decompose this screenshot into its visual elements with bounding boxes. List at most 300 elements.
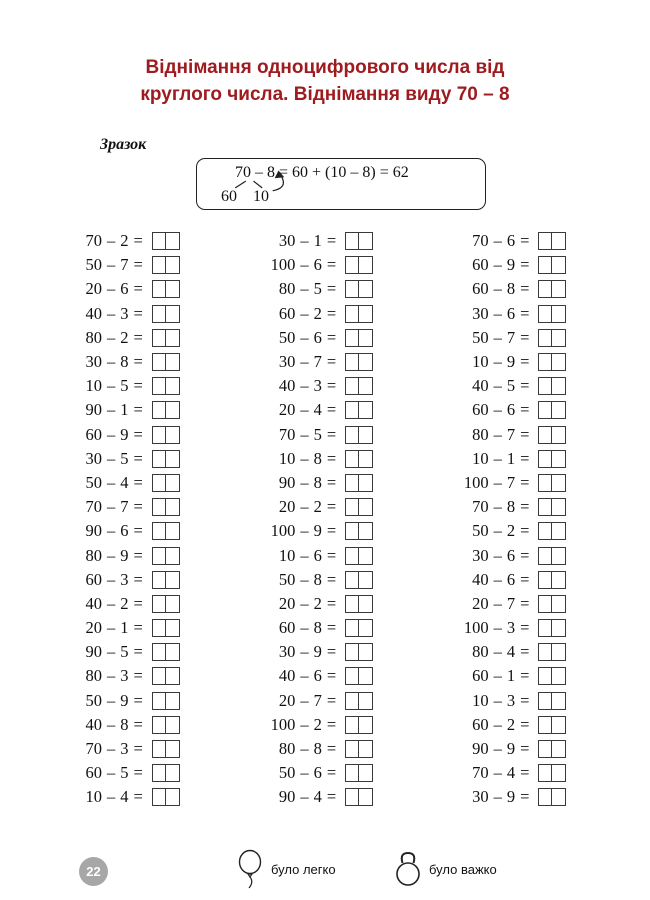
equals-sign: =	[520, 279, 530, 299]
answer-cell-ones[interactable]	[552, 716, 566, 734]
equals-sign: =	[133, 618, 143, 638]
answer-cell-tens[interactable]	[345, 377, 359, 395]
answer-cell-tens[interactable]	[345, 740, 359, 758]
answer-cell-tens[interactable]	[538, 547, 552, 565]
answer-cell-tens[interactable]	[538, 377, 552, 395]
answer-cell-ones[interactable]	[552, 740, 566, 758]
answer-cell-ones[interactable]	[359, 619, 373, 637]
answer-cell-tens[interactable]	[538, 595, 552, 613]
answer-cell-tens[interactable]	[152, 401, 166, 419]
subtrahend: 6	[313, 327, 322, 347]
answer-cell-tens[interactable]	[152, 740, 166, 758]
equals-sign: =	[133, 569, 143, 589]
equals-sign: =	[326, 231, 337, 251]
answer-box[interactable]	[538, 305, 566, 323]
answer-box[interactable]	[538, 280, 566, 298]
answer-cell-ones[interactable]	[552, 280, 566, 298]
minuend: 50	[278, 763, 296, 783]
minus-sign: –	[493, 618, 502, 638]
answer-cell-tens[interactable]	[538, 305, 552, 323]
answer-box[interactable]	[345, 643, 373, 661]
answer-box[interactable]	[152, 716, 180, 734]
answer-cell-ones[interactable]	[166, 474, 180, 492]
answer-box[interactable]	[152, 788, 180, 806]
answer-cell-tens[interactable]	[152, 353, 166, 371]
answer-cell-ones[interactable]	[552, 547, 566, 565]
answer-box[interactable]	[538, 474, 566, 492]
minuend: 70	[85, 231, 102, 251]
answer-cell-tens[interactable]	[538, 667, 552, 685]
answer-cell-tens[interactable]	[538, 329, 552, 347]
answer-cell-tens[interactable]	[345, 547, 359, 565]
subtrahend: 7	[506, 327, 516, 347]
answer-cell-ones[interactable]	[359, 740, 373, 758]
problem-row	[457, 229, 650, 253]
equals-sign: =	[326, 618, 337, 638]
problem-row	[70, 592, 263, 616]
answer-cell-tens[interactable]	[538, 788, 552, 806]
answer-cell-tens[interactable]	[152, 329, 166, 347]
answer-cell-ones[interactable]	[359, 426, 373, 444]
problem-row	[457, 253, 650, 277]
answer-cell-ones[interactable]	[359, 764, 373, 782]
title-line-1: Віднімання одноцифрового числа від	[145, 57, 505, 78]
kettlebell-icon[interactable]	[393, 849, 423, 889]
answer-cell-ones[interactable]	[166, 377, 180, 395]
answer-box[interactable]	[152, 353, 180, 371]
answer-box[interactable]	[345, 692, 373, 710]
answer-box[interactable]	[538, 256, 566, 274]
answer-cell-tens[interactable]	[538, 426, 552, 444]
minuend: 50	[278, 327, 296, 347]
answer-box[interactable]	[152, 547, 180, 565]
answer-cell-ones[interactable]	[552, 377, 566, 395]
answer-cell-ones[interactable]	[552, 426, 566, 444]
answer-box[interactable]	[345, 667, 373, 685]
answer-cell-tens[interactable]	[345, 571, 359, 589]
answer-cell-ones[interactable]	[552, 643, 566, 661]
answer-cell-tens[interactable]	[538, 522, 552, 540]
answer-cell-ones[interactable]	[552, 764, 566, 782]
answer-box[interactable]	[538, 571, 566, 589]
answer-box[interactable]	[152, 619, 180, 637]
answer-box[interactable]	[152, 740, 180, 758]
answer-cell-ones[interactable]	[552, 667, 566, 685]
equals-sign: =	[133, 690, 143, 710]
answer-cell-tens[interactable]	[345, 426, 359, 444]
answer-cell-ones[interactable]	[552, 305, 566, 323]
answer-cell-tens[interactable]	[152, 256, 166, 274]
problem-row	[70, 713, 263, 737]
answer-box[interactable]	[538, 426, 566, 444]
answer-box[interactable]	[152, 329, 180, 347]
answer-cell-tens[interactable]	[538, 764, 552, 782]
subtrahend: 6	[313, 545, 322, 565]
subtrahend: 5	[313, 279, 322, 299]
subtrahend: 6	[120, 521, 129, 541]
answer-cell-ones[interactable]	[552, 571, 566, 589]
problem-row	[263, 350, 456, 374]
answer-box[interactable]	[538, 232, 566, 250]
answer-cell-ones[interactable]	[552, 788, 566, 806]
minus-sign: –	[493, 739, 502, 759]
answer-box[interactable]	[538, 595, 566, 613]
answer-box[interactable]	[345, 474, 373, 492]
answer-box[interactable]	[538, 716, 566, 734]
answer-cell-ones[interactable]	[552, 692, 566, 710]
minus-sign: –	[300, 472, 309, 492]
answer-cell-ones[interactable]	[166, 547, 180, 565]
answer-cell-ones[interactable]	[552, 450, 566, 468]
answer-box[interactable]	[345, 329, 373, 347]
problem-row	[457, 495, 650, 519]
answer-cell-tens[interactable]	[345, 353, 359, 371]
answer-box[interactable]	[345, 595, 373, 613]
answer-cell-tens[interactable]	[538, 450, 552, 468]
answer-cell-tens[interactable]	[152, 788, 166, 806]
minus-sign: –	[300, 352, 309, 372]
answer-box[interactable]	[345, 498, 373, 516]
subtrahend: 7	[313, 690, 322, 710]
minuend: 90	[278, 787, 296, 807]
answer-cell-tens[interactable]	[538, 716, 552, 734]
answer-cell-ones[interactable]	[359, 280, 373, 298]
answer-box[interactable]	[152, 692, 180, 710]
answer-cell-ones[interactable]	[552, 498, 566, 516]
answer-cell-tens[interactable]	[152, 522, 166, 540]
answer-cell-ones[interactable]	[359, 716, 373, 734]
answer-box[interactable]	[152, 450, 180, 468]
answer-box[interactable]	[538, 740, 566, 758]
answer-box[interactable]	[152, 280, 180, 298]
answer-cell-tens[interactable]	[152, 643, 166, 661]
equals-sign: =	[326, 714, 337, 734]
answer-cell-ones[interactable]	[166, 619, 180, 637]
answer-box[interactable]	[152, 643, 180, 661]
answer-cell-tens[interactable]	[152, 595, 166, 613]
answer-cell-ones[interactable]	[359, 450, 373, 468]
answer-cell-tens[interactable]	[152, 667, 166, 685]
answer-cell-ones[interactable]	[359, 692, 373, 710]
minuend: 60	[472, 255, 489, 275]
answer-cell-tens[interactable]	[538, 643, 552, 661]
answer-box[interactable]	[345, 256, 373, 274]
answer-cell-tens[interactable]	[538, 692, 552, 710]
answer-box[interactable]	[152, 595, 180, 613]
answer-box[interactable]	[345, 788, 373, 806]
answer-box[interactable]	[538, 667, 566, 685]
answer-box[interactable]	[345, 740, 373, 758]
answer-cell-ones[interactable]	[359, 474, 373, 492]
answer-box[interactable]	[538, 547, 566, 565]
answer-cell-tens[interactable]	[152, 619, 166, 637]
subtrahend: 3	[506, 690, 516, 710]
answer-cell-ones[interactable]	[552, 619, 566, 637]
answer-cell-tens[interactable]	[345, 280, 359, 298]
problem-column	[70, 229, 263, 810]
answer-box[interactable]	[345, 619, 373, 637]
problem-row	[70, 495, 263, 519]
subtrahend: 9	[120, 690, 129, 710]
balloon-icon[interactable]	[235, 849, 265, 889]
subtrahend: 8	[506, 497, 516, 517]
answer-cell-ones[interactable]	[552, 329, 566, 347]
answer-box[interactable]	[152, 232, 180, 250]
equals-sign: =	[520, 642, 530, 662]
answer-box[interactable]	[152, 305, 180, 323]
answer-cell-ones[interactable]	[552, 353, 566, 371]
answer-cell-tens[interactable]	[345, 522, 359, 540]
answer-cell-tens[interactable]	[538, 232, 552, 250]
answer-cell-tens[interactable]	[538, 619, 552, 637]
answer-box[interactable]	[152, 377, 180, 395]
answer-box[interactable]	[345, 547, 373, 565]
subtrahend: 5	[506, 376, 516, 396]
answer-box[interactable]	[152, 667, 180, 685]
answer-cell-ones[interactable]	[359, 232, 373, 250]
answer-cell-ones[interactable]	[166, 450, 180, 468]
answer-cell-tens[interactable]	[345, 692, 359, 710]
answer-cell-ones[interactable]	[166, 764, 180, 782]
answer-cell-ones[interactable]	[166, 401, 180, 419]
answer-cell-ones[interactable]	[359, 305, 373, 323]
answer-cell-ones[interactable]	[166, 667, 180, 685]
answer-cell-tens[interactable]	[345, 643, 359, 661]
minus-sign: –	[493, 352, 502, 372]
answer-cell-tens[interactable]	[538, 401, 552, 419]
answer-cell-tens[interactable]	[345, 450, 359, 468]
answer-cell-tens[interactable]	[345, 764, 359, 782]
answer-cell-tens[interactable]	[538, 498, 552, 516]
answer-cell-tens[interactable]	[345, 498, 359, 516]
problem-row	[263, 398, 456, 422]
answer-cell-tens[interactable]	[345, 788, 359, 806]
answer-cell-tens[interactable]	[538, 353, 552, 371]
answer-box[interactable]	[152, 426, 180, 444]
answer-box[interactable]	[538, 764, 566, 782]
problem-row	[70, 737, 263, 761]
answer-box[interactable]	[538, 788, 566, 806]
answer-box[interactable]	[152, 401, 180, 419]
answer-cell-ones[interactable]	[359, 595, 373, 613]
answer-box[interactable]	[152, 474, 180, 492]
answer-cell-ones[interactable]	[552, 595, 566, 613]
equals-sign: =	[133, 521, 143, 541]
problem-row	[263, 447, 456, 471]
answer-cell-ones[interactable]	[166, 788, 180, 806]
answer-cell-tens[interactable]	[152, 498, 166, 516]
answer-cell-tens[interactable]	[345, 232, 359, 250]
answer-cell-tens[interactable]	[152, 426, 166, 444]
answer-cell-ones[interactable]	[552, 256, 566, 274]
subtrahend: 2	[313, 593, 322, 613]
problem-row	[457, 689, 650, 713]
answer-cell-tens[interactable]	[345, 329, 359, 347]
answer-box[interactable]	[345, 305, 373, 323]
problem-row	[263, 761, 456, 785]
answer-cell-ones[interactable]	[166, 522, 180, 540]
minuend: 90	[85, 642, 102, 662]
answer-box[interactable]	[538, 522, 566, 540]
answer-cell-tens[interactable]	[538, 474, 552, 492]
answer-cell-tens[interactable]	[152, 764, 166, 782]
answer-box[interactable]	[538, 329, 566, 347]
subtrahend: 2	[313, 303, 322, 323]
subtrahend: 9	[506, 255, 516, 275]
answer-cell-tens[interactable]	[152, 232, 166, 250]
equals-sign: =	[520, 666, 530, 686]
answer-box[interactable]	[538, 498, 566, 516]
problem-row	[457, 761, 650, 785]
answer-cell-tens[interactable]	[345, 401, 359, 419]
answer-box[interactable]	[152, 498, 180, 516]
answer-cell-ones[interactable]	[359, 256, 373, 274]
problem-row	[70, 423, 263, 447]
answer-cell-ones[interactable]	[166, 595, 180, 613]
equals-sign: =	[133, 497, 143, 517]
minus-sign: –	[300, 400, 309, 420]
answer-cell-ones[interactable]	[552, 401, 566, 419]
answer-cell-ones[interactable]	[166, 256, 180, 274]
answer-box[interactable]	[345, 377, 373, 395]
minus-sign: –	[300, 618, 309, 638]
answer-cell-tens[interactable]	[538, 571, 552, 589]
answer-box[interactable]	[538, 692, 566, 710]
answer-cell-ones[interactable]	[166, 280, 180, 298]
equals-sign: =	[133, 666, 143, 686]
subtrahend: 7	[120, 497, 129, 517]
minus-sign: –	[107, 352, 116, 372]
answer-cell-tens[interactable]	[538, 256, 552, 274]
answer-cell-tens[interactable]	[152, 305, 166, 323]
answer-box[interactable]	[345, 232, 373, 250]
minus-sign: –	[107, 545, 116, 565]
answer-box[interactable]	[345, 571, 373, 589]
answer-cell-ones[interactable]	[359, 401, 373, 419]
answer-cell-tens[interactable]	[345, 474, 359, 492]
problem-row	[70, 302, 263, 326]
answer-cell-ones[interactable]	[359, 547, 373, 565]
minus-sign: –	[300, 327, 309, 347]
answer-cell-tens[interactable]	[152, 571, 166, 589]
sample-solution: = 60 + (10 – 8) = 62	[279, 164, 409, 181]
problem-row	[70, 785, 263, 809]
answer-cell-tens[interactable]	[152, 280, 166, 298]
answer-cell-ones[interactable]	[166, 353, 180, 371]
problem-row	[457, 447, 650, 471]
answer-cell-tens[interactable]	[152, 547, 166, 565]
answer-cell-tens[interactable]	[345, 619, 359, 637]
minuend: 10	[278, 448, 296, 468]
answer-cell-tens[interactable]	[345, 595, 359, 613]
answer-cell-ones[interactable]	[359, 643, 373, 661]
minuend: 30	[278, 352, 296, 372]
answer-cell-ones[interactable]	[359, 571, 373, 589]
answer-cell-ones[interactable]	[166, 498, 180, 516]
answer-box[interactable]	[538, 619, 566, 637]
answer-box[interactable]	[345, 280, 373, 298]
problem-row	[457, 737, 650, 761]
answer-box[interactable]	[345, 401, 373, 419]
minuend: 70	[85, 739, 102, 759]
problem-row	[457, 302, 650, 326]
answer-box[interactable]	[345, 716, 373, 734]
answer-box[interactable]	[538, 353, 566, 371]
answer-cell-tens[interactable]	[152, 692, 166, 710]
answer-box[interactable]	[345, 450, 373, 468]
answer-cell-tens[interactable]	[538, 280, 552, 298]
equals-sign: =	[326, 739, 337, 759]
minus-sign: –	[300, 545, 309, 565]
equals-sign: =	[133, 593, 143, 613]
equals-sign: =	[520, 231, 530, 251]
answer-cell-ones[interactable]	[166, 571, 180, 589]
answer-cell-ones[interactable]	[359, 667, 373, 685]
answer-cell-tens[interactable]	[345, 305, 359, 323]
equals-sign: =	[133, 424, 143, 444]
answer-cell-ones[interactable]	[166, 305, 180, 323]
minus-sign: –	[107, 787, 116, 807]
minus-sign: –	[493, 376, 502, 396]
answer-cell-tens[interactable]	[152, 450, 166, 468]
answer-cell-ones[interactable]	[359, 329, 373, 347]
minuend: 50	[472, 521, 489, 541]
answer-box[interactable]	[538, 401, 566, 419]
answer-cell-tens[interactable]	[152, 716, 166, 734]
answer-box[interactable]	[152, 522, 180, 540]
answer-box[interactable]	[538, 377, 566, 395]
answer-box[interactable]	[345, 764, 373, 782]
equals-sign: =	[520, 739, 530, 759]
answer-cell-ones[interactable]	[166, 740, 180, 758]
answer-box[interactable]	[538, 643, 566, 661]
answer-cell-tens[interactable]	[345, 256, 359, 274]
answer-cell-tens[interactable]	[538, 740, 552, 758]
problem-row	[70, 568, 263, 592]
minuend: 10	[85, 376, 102, 396]
answer-cell-ones[interactable]	[359, 788, 373, 806]
minus-sign: –	[493, 569, 502, 589]
answer-cell-ones[interactable]	[166, 692, 180, 710]
answer-cell-ones[interactable]	[552, 232, 566, 250]
equals-sign: =	[133, 787, 143, 807]
answer-cell-tens[interactable]	[345, 716, 359, 734]
minuend: 60	[85, 763, 102, 783]
answer-box[interactable]	[345, 426, 373, 444]
answer-cell-ones[interactable]	[552, 474, 566, 492]
answer-box[interactable]	[152, 571, 180, 589]
answer-cell-tens[interactable]	[345, 667, 359, 685]
answer-cell-ones[interactable]	[359, 377, 373, 395]
answer-cell-tens[interactable]	[152, 377, 166, 395]
answer-box[interactable]	[345, 522, 373, 540]
answer-cell-ones[interactable]	[166, 329, 180, 347]
minus-sign: –	[493, 666, 502, 686]
answer-cell-ones[interactable]	[359, 498, 373, 516]
answer-cell-ones[interactable]	[552, 522, 566, 540]
answer-cell-ones[interactable]	[166, 716, 180, 734]
answer-cell-ones[interactable]	[166, 643, 180, 661]
answer-box[interactable]	[345, 353, 373, 371]
answer-cell-tens[interactable]	[152, 474, 166, 492]
answer-cell-ones[interactable]	[359, 353, 373, 371]
answer-cell-ones[interactable]	[359, 522, 373, 540]
answer-cell-ones[interactable]	[166, 426, 180, 444]
answer-box[interactable]	[538, 450, 566, 468]
answer-cell-ones[interactable]	[166, 232, 180, 250]
answer-box[interactable]	[152, 764, 180, 782]
answer-box[interactable]	[152, 256, 180, 274]
